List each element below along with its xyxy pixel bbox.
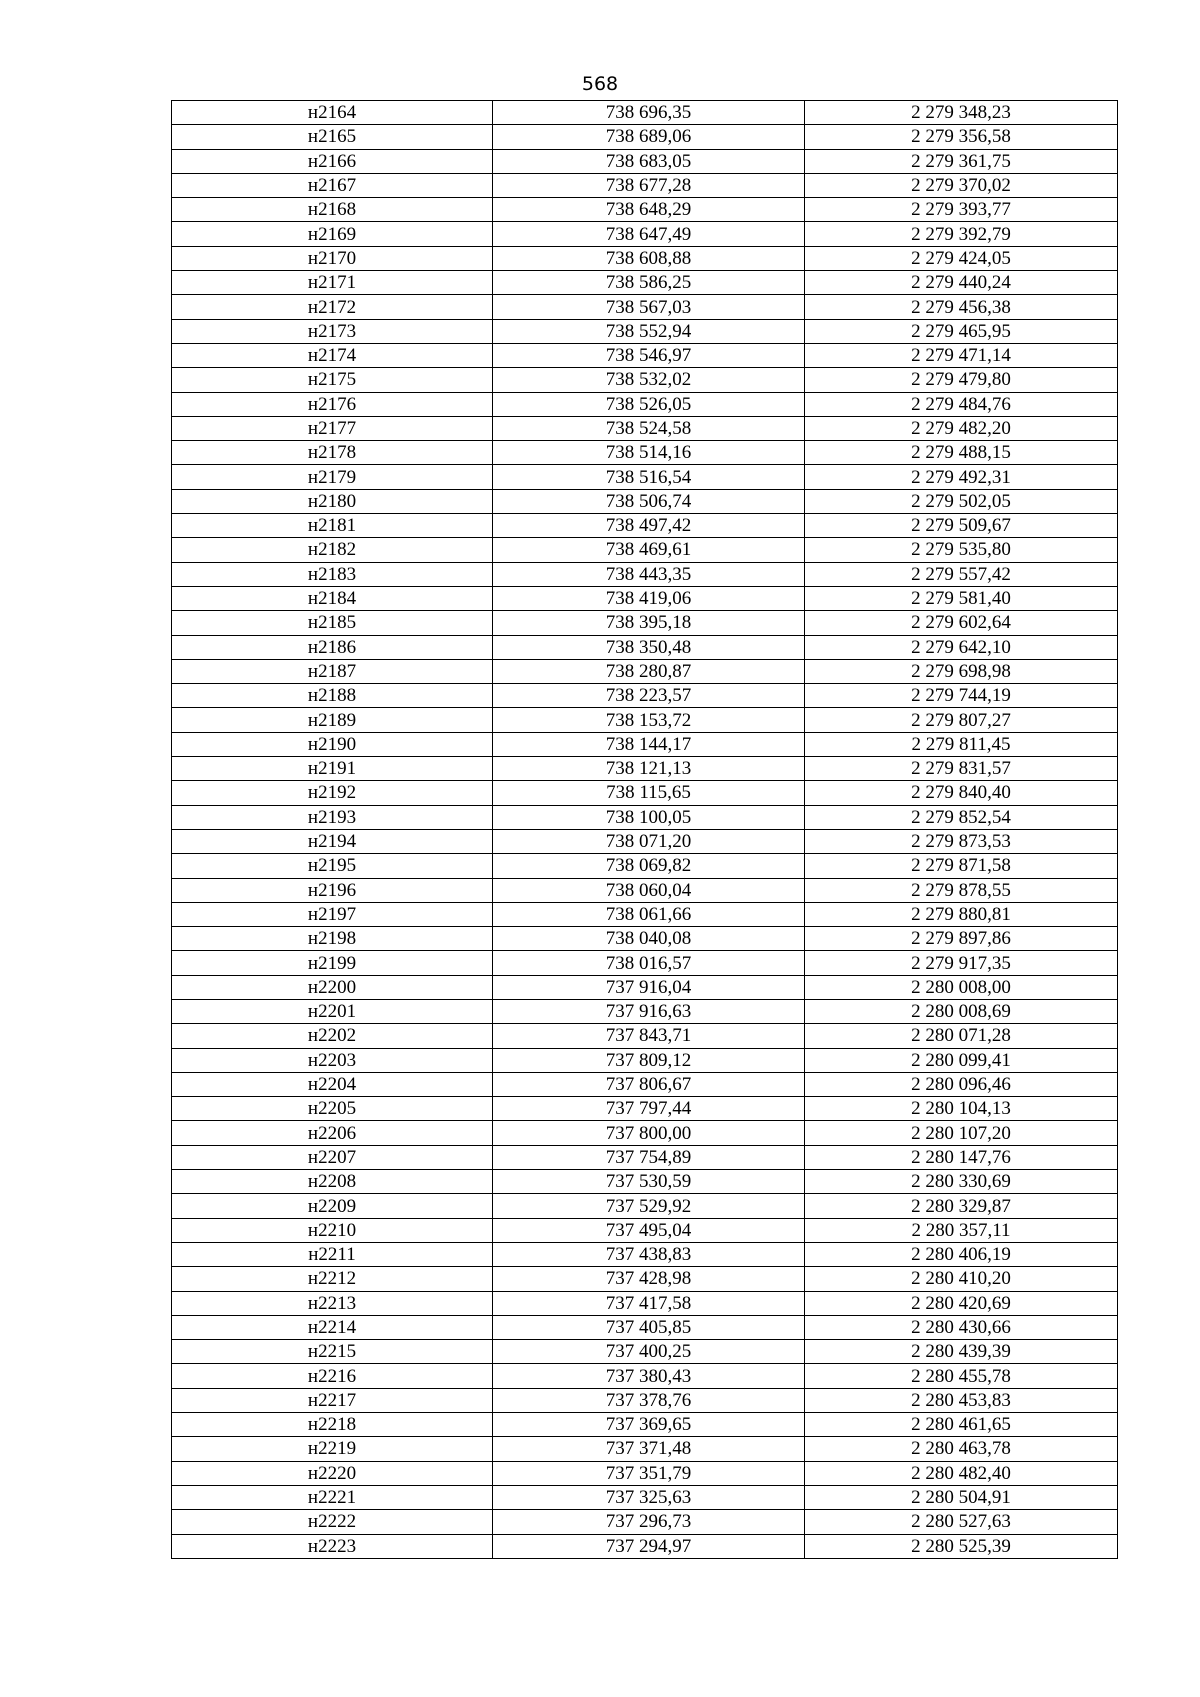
x-coordinate-cell: 738 071,20 [493,829,805,853]
coordinates-table [171,100,1118,1559]
point-id-cell: н2192 [172,781,493,805]
point-id-cell: н2175 [172,368,493,392]
y-coordinate-cell: 2 279 471,14 [805,343,1118,367]
y-coordinate-cell: 2 279 807,27 [805,708,1118,732]
point-id-cell: н2164 [172,101,493,125]
y-coordinate-cell: 2 280 104,13 [805,1097,1118,1121]
y-coordinate-cell: 2 279 878,55 [805,878,1118,902]
y-coordinate-cell: 2 280 439,39 [805,1340,1118,1364]
x-coordinate-cell: 737 797,44 [493,1097,805,1121]
point-id-cell: н2166 [172,149,493,173]
point-id-cell: н2221 [172,1485,493,1509]
x-coordinate-cell: 737 378,76 [493,1388,805,1412]
x-coordinate-cell: 737 296,73 [493,1510,805,1534]
x-coordinate-cell: 737 754,89 [493,1145,805,1169]
table-row [172,829,1118,853]
y-coordinate-cell: 2 279 557,42 [805,562,1118,586]
y-coordinate-cell: 2 279 424,05 [805,246,1118,270]
table-row [172,854,1118,878]
y-coordinate-cell: 2 280 147,76 [805,1145,1118,1169]
y-coordinate-cell: 2 280 406,19 [805,1242,1118,1266]
x-coordinate-cell: 737 417,58 [493,1291,805,1315]
table-row [172,319,1118,343]
point-id-cell: н2208 [172,1170,493,1194]
x-coordinate-cell: 737 400,25 [493,1340,805,1364]
point-id-cell: н2174 [172,343,493,367]
table-row [172,902,1118,926]
x-coordinate-cell: 738 280,87 [493,659,805,683]
table-row [172,1388,1118,1412]
y-coordinate-cell: 2 279 880,81 [805,902,1118,926]
point-id-cell: н2223 [172,1534,493,1558]
y-coordinate-cell: 2 279 482,20 [805,416,1118,440]
y-coordinate-cell: 2 280 330,69 [805,1170,1118,1194]
x-coordinate-cell: 737 325,63 [493,1485,805,1509]
point-id-cell: н2188 [172,684,493,708]
table-row [172,1510,1118,1534]
table-row [172,173,1118,197]
point-id-cell: н2167 [172,173,493,197]
y-coordinate-cell: 2 279 811,45 [805,732,1118,756]
table-row [172,149,1118,173]
table-row [172,538,1118,562]
table-row [172,635,1118,659]
x-coordinate-cell: 737 916,04 [493,975,805,999]
page-number: 568 [581,73,619,95]
table-row [172,1461,1118,1485]
table-row [172,1242,1118,1266]
point-id-cell: н2165 [172,125,493,149]
y-coordinate-cell: 2 279 897,86 [805,927,1118,951]
table-row [172,271,1118,295]
point-id-cell: н2178 [172,441,493,465]
table-row [172,246,1118,270]
table-row [172,1097,1118,1121]
x-coordinate-cell: 738 443,35 [493,562,805,586]
x-coordinate-cell: 738 586,25 [493,271,805,295]
x-coordinate-cell: 738 608,88 [493,246,805,270]
y-coordinate-cell: 2 279 509,67 [805,514,1118,538]
x-coordinate-cell: 738 683,05 [493,149,805,173]
y-coordinate-cell: 2 280 008,69 [805,999,1118,1023]
x-coordinate-cell: 737 495,04 [493,1218,805,1242]
table-row [172,781,1118,805]
x-coordinate-cell: 738 419,06 [493,586,805,610]
table-row [172,1534,1118,1558]
table-row [172,975,1118,999]
x-coordinate-cell: 737 843,71 [493,1024,805,1048]
y-coordinate-cell: 2 279 479,80 [805,368,1118,392]
table-row [172,1340,1118,1364]
point-id-cell: н2213 [172,1291,493,1315]
y-coordinate-cell: 2 279 392,79 [805,222,1118,246]
y-coordinate-cell: 2 279 581,40 [805,586,1118,610]
point-id-cell: н2185 [172,611,493,635]
table-row [172,1364,1118,1388]
x-coordinate-cell: 738 395,18 [493,611,805,635]
point-id-cell: н2177 [172,416,493,440]
table-row [172,1315,1118,1339]
point-id-cell: н2210 [172,1218,493,1242]
y-coordinate-cell: 2 280 430,66 [805,1315,1118,1339]
x-coordinate-cell: 738 696,35 [493,101,805,125]
point-id-cell: н2211 [172,1242,493,1266]
point-id-cell: н2169 [172,222,493,246]
table-row [172,757,1118,781]
table-row [172,659,1118,683]
y-coordinate-cell: 2 280 525,39 [805,1534,1118,1558]
x-coordinate-cell: 737 380,43 [493,1364,805,1388]
point-id-cell: н2193 [172,805,493,829]
x-coordinate-cell: 738 506,74 [493,489,805,513]
table-row [172,125,1118,149]
table-row [172,1121,1118,1145]
point-id-cell: н2182 [172,538,493,562]
table-row [172,1267,1118,1291]
y-coordinate-cell: 2 279 488,15 [805,441,1118,465]
x-coordinate-cell: 737 529,92 [493,1194,805,1218]
table-row [172,732,1118,756]
coordinates-table-body [172,101,1118,1559]
y-coordinate-cell: 2 280 410,20 [805,1267,1118,1291]
x-coordinate-cell: 738 223,57 [493,684,805,708]
y-coordinate-cell: 2 279 831,57 [805,757,1118,781]
y-coordinate-cell: 2 279 440,24 [805,271,1118,295]
x-coordinate-cell: 738 469,61 [493,538,805,562]
y-coordinate-cell: 2 280 527,63 [805,1510,1118,1534]
y-coordinate-cell: 2 279 348,23 [805,101,1118,125]
y-coordinate-cell: 2 280 096,46 [805,1072,1118,1096]
x-coordinate-cell: 737 294,97 [493,1534,805,1558]
x-coordinate-cell: 738 144,17 [493,732,805,756]
point-id-cell: н2172 [172,295,493,319]
table-row [172,1485,1118,1509]
y-coordinate-cell: 2 280 420,69 [805,1291,1118,1315]
table-row [172,586,1118,610]
point-id-cell: н2190 [172,732,493,756]
table-row [172,562,1118,586]
point-id-cell: н2218 [172,1413,493,1437]
x-coordinate-cell: 738 647,49 [493,222,805,246]
point-id-cell: н2184 [172,586,493,610]
y-coordinate-cell: 2 280 357,11 [805,1218,1118,1242]
point-id-cell: н2212 [172,1267,493,1291]
point-id-cell: н2176 [172,392,493,416]
table-row [172,1218,1118,1242]
y-coordinate-cell: 2 280 461,65 [805,1413,1118,1437]
point-id-cell: н2203 [172,1048,493,1072]
y-coordinate-cell: 2 279 873,53 [805,829,1118,853]
x-coordinate-cell: 738 532,02 [493,368,805,392]
point-id-cell: н2170 [172,246,493,270]
y-coordinate-cell: 2 280 099,41 [805,1048,1118,1072]
point-id-cell: н2183 [172,562,493,586]
y-coordinate-cell: 2 280 482,40 [805,1461,1118,1485]
point-id-cell: н2194 [172,829,493,853]
point-id-cell: н2214 [172,1315,493,1339]
table-row [172,927,1118,951]
table-row [172,1048,1118,1072]
table-row [172,1194,1118,1218]
point-id-cell: н2209 [172,1194,493,1218]
table-row [172,416,1118,440]
point-id-cell: н2216 [172,1364,493,1388]
table-row [172,101,1118,125]
y-coordinate-cell: 2 279 917,35 [805,951,1118,975]
point-id-cell: н2181 [172,514,493,538]
x-coordinate-cell: 737 405,85 [493,1315,805,1339]
x-coordinate-cell: 738 153,72 [493,708,805,732]
x-coordinate-cell: 737 809,12 [493,1048,805,1072]
x-coordinate-cell: 738 567,03 [493,295,805,319]
y-coordinate-cell: 2 280 008,00 [805,975,1118,999]
point-id-cell: н2205 [172,1097,493,1121]
y-coordinate-cell: 2 279 456,38 [805,295,1118,319]
x-coordinate-cell: 737 371,48 [493,1437,805,1461]
x-coordinate-cell: 737 916,63 [493,999,805,1023]
point-id-cell: н2220 [172,1461,493,1485]
x-coordinate-cell: 738 524,58 [493,416,805,440]
table-row [172,708,1118,732]
y-coordinate-cell: 2 280 463,78 [805,1437,1118,1461]
point-id-cell: н2204 [172,1072,493,1096]
x-coordinate-cell: 738 069,82 [493,854,805,878]
table-row [172,392,1118,416]
point-id-cell: н2189 [172,708,493,732]
y-coordinate-cell: 2 279 602,64 [805,611,1118,635]
y-coordinate-cell: 2 279 871,58 [805,854,1118,878]
table-row [172,198,1118,222]
table-row [172,805,1118,829]
point-id-cell: н2200 [172,975,493,999]
y-coordinate-cell: 2 280 455,78 [805,1364,1118,1388]
point-id-cell: н2197 [172,902,493,926]
y-coordinate-cell: 2 279 852,54 [805,805,1118,829]
y-coordinate-cell: 2 279 393,77 [805,198,1118,222]
point-id-cell: н2171 [172,271,493,295]
point-id-cell: н2173 [172,319,493,343]
x-coordinate-cell: 738 061,66 [493,902,805,926]
x-coordinate-cell: 738 546,97 [493,343,805,367]
y-coordinate-cell: 2 280 329,87 [805,1194,1118,1218]
point-id-cell: н2191 [172,757,493,781]
table-row [172,368,1118,392]
point-id-cell: н2195 [172,854,493,878]
point-id-cell: н2215 [172,1340,493,1364]
point-id-cell: н2196 [172,878,493,902]
y-coordinate-cell: 2 279 465,95 [805,319,1118,343]
point-id-cell: н2168 [172,198,493,222]
x-coordinate-cell: 738 016,57 [493,951,805,975]
x-coordinate-cell: 738 040,08 [493,927,805,951]
y-coordinate-cell: 2 279 502,05 [805,489,1118,513]
table-row [172,1437,1118,1461]
table-row [172,222,1118,246]
x-coordinate-cell: 738 115,65 [493,781,805,805]
table-row [172,343,1118,367]
x-coordinate-cell: 738 514,16 [493,441,805,465]
point-id-cell: н2198 [172,927,493,951]
y-coordinate-cell: 2 280 071,28 [805,1024,1118,1048]
x-coordinate-cell: 738 121,13 [493,757,805,781]
y-coordinate-cell: 2 279 361,75 [805,149,1118,173]
y-coordinate-cell: 2 280 504,91 [805,1485,1118,1509]
point-id-cell: н2180 [172,489,493,513]
y-coordinate-cell: 2 280 107,20 [805,1121,1118,1145]
x-coordinate-cell: 737 428,98 [493,1267,805,1291]
x-coordinate-cell: 738 516,54 [493,465,805,489]
table-row [172,465,1118,489]
y-coordinate-cell: 2 280 453,83 [805,1388,1118,1412]
table-row [172,295,1118,319]
table-row [172,684,1118,708]
y-coordinate-cell: 2 279 698,98 [805,659,1118,683]
point-id-cell: н2207 [172,1145,493,1169]
point-id-cell: н2219 [172,1437,493,1461]
table-row [172,514,1118,538]
x-coordinate-cell: 737 530,59 [493,1170,805,1194]
table-row [172,1072,1118,1096]
x-coordinate-cell: 738 689,06 [493,125,805,149]
y-coordinate-cell: 2 279 492,31 [805,465,1118,489]
x-coordinate-cell: 738 552,94 [493,319,805,343]
point-id-cell: н2217 [172,1388,493,1412]
x-coordinate-cell: 738 648,29 [493,198,805,222]
x-coordinate-cell: 738 497,42 [493,514,805,538]
table-row [172,1170,1118,1194]
point-id-cell: н2187 [172,659,493,683]
y-coordinate-cell: 2 279 370,02 [805,173,1118,197]
y-coordinate-cell: 2 279 484,76 [805,392,1118,416]
point-id-cell: н2202 [172,1024,493,1048]
x-coordinate-cell: 737 351,79 [493,1461,805,1485]
point-id-cell: н2186 [172,635,493,659]
table-row [172,878,1118,902]
x-coordinate-cell: 737 800,00 [493,1121,805,1145]
point-id-cell: н2222 [172,1510,493,1534]
x-coordinate-cell: 738 526,05 [493,392,805,416]
y-coordinate-cell: 2 279 535,80 [805,538,1118,562]
table-row [172,1413,1118,1437]
table-row [172,611,1118,635]
point-id-cell: н2206 [172,1121,493,1145]
x-coordinate-cell: 737 806,67 [493,1072,805,1096]
x-coordinate-cell: 738 100,05 [493,805,805,829]
y-coordinate-cell: 2 279 744,19 [805,684,1118,708]
x-coordinate-cell: 737 438,83 [493,1242,805,1266]
x-coordinate-cell: 737 369,65 [493,1413,805,1437]
x-coordinate-cell: 738 350,48 [493,635,805,659]
y-coordinate-cell: 2 279 840,40 [805,781,1118,805]
table-row [172,951,1118,975]
table-row [172,1291,1118,1315]
table-row [172,1145,1118,1169]
point-id-cell: н2201 [172,999,493,1023]
table-row [172,1024,1118,1048]
table-row [172,999,1118,1023]
table-row [172,441,1118,465]
x-coordinate-cell: 738 060,04 [493,878,805,902]
y-coordinate-cell: 2 279 356,58 [805,125,1118,149]
y-coordinate-cell: 2 279 642,10 [805,635,1118,659]
table-row [172,489,1118,513]
point-id-cell: н2199 [172,951,493,975]
x-coordinate-cell: 738 677,28 [493,173,805,197]
point-id-cell: н2179 [172,465,493,489]
